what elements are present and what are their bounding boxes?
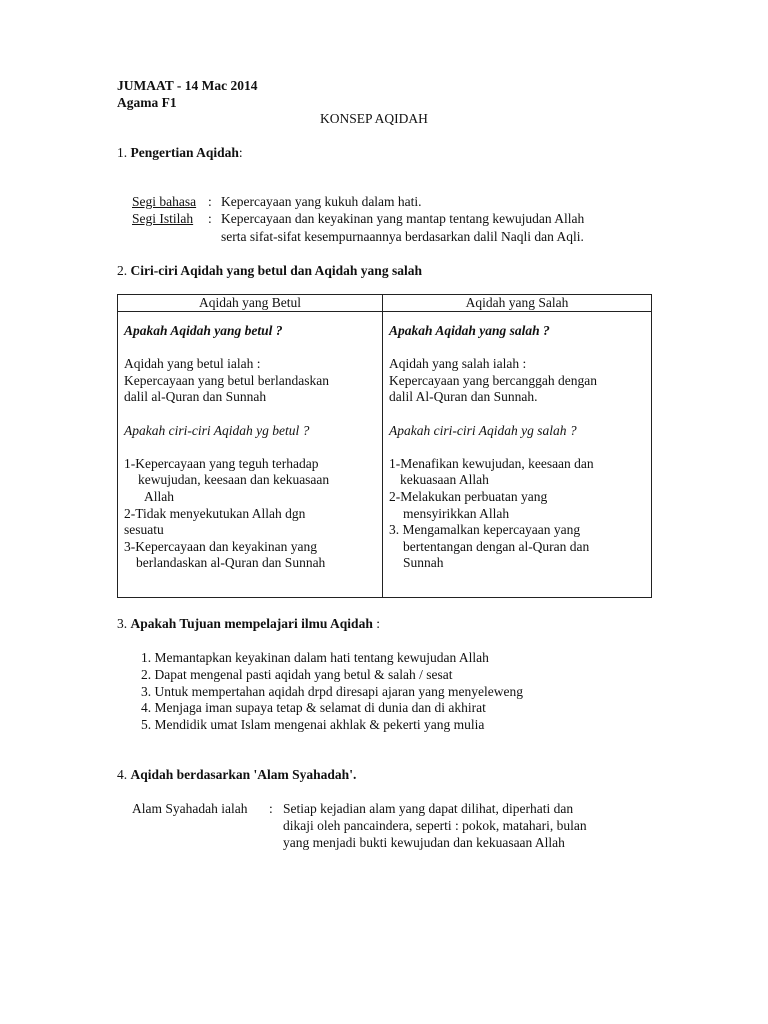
- section-number: 1.: [117, 145, 128, 160]
- definition-line: dalil Al-Quran dan Sunnah.: [389, 389, 538, 405]
- definition-label: Aqidah yang betul ialah :: [124, 356, 261, 372]
- section-heading-text: Pengertian Aqidah: [130, 145, 239, 160]
- table-header-row: [118, 295, 652, 312]
- list-item: 1-Kepercayaan yang teguh terhadap: [124, 455, 319, 471]
- cell-aqidah-betul: [118, 312, 383, 598]
- definition-text-istilah: serta sifat-sifat kesempurnaannya berdasarkan dalil Naqli dan Aqli.: [221, 229, 584, 244]
- definition-text-bahasa: Kepercayaan yang kukuh dalam hati.: [221, 194, 422, 209]
- question-ciri-betul: Apakah ciri-ciri Aqidah yg betul ?: [124, 422, 310, 438]
- section-3-heading: [117, 615, 380, 632]
- list-item-continuation: berlandaskan al-Quran dan Sunnah: [136, 555, 326, 571]
- cell-aqidah-salah: [383, 312, 652, 598]
- section-number: 3.: [117, 616, 128, 631]
- list-item-continuation: kekuasaan Allah: [400, 472, 489, 488]
- objective-list-item: 5. Mendidik umat Islam mengenai akhlak & pekerti yang mulia: [141, 717, 485, 732]
- list-item: 2-Melakukan perbuatan yang: [389, 488, 548, 504]
- table-body-row: [118, 312, 652, 598]
- list-item-continuation: Sunnah: [403, 555, 444, 571]
- definition-line: Kepercayaan yang bercanggah dengan: [389, 372, 598, 388]
- question-ciri-salah: Apakah ciri-ciri Aqidah yg salah ?: [389, 422, 577, 438]
- heading-colon: :: [376, 616, 380, 631]
- section-heading-text: Ciri-ciri Aqidah yang betul dan Aqidah yang salah: [130, 263, 422, 278]
- definition-term-bahasa: Segi bahasa: [132, 194, 197, 209]
- alam-syahadah-line: yang menjadi bukti kewujudan dan kekuasaan Allah: [283, 835, 565, 850]
- definition-line: Kepercayaan yang betul berlandaskan: [124, 372, 330, 388]
- definition-separator: :: [208, 194, 212, 209]
- document-subject: Agama F1: [117, 95, 177, 110]
- alam-syahadah-term: Alam Syahadah ialah: [132, 801, 248, 816]
- document-date: JUMAAT - 14 Mac 2014: [117, 78, 258, 93]
- definition-line: dalil al-Quran dan Sunnah: [124, 389, 267, 405]
- question-aqidah-betul: Apakah Aqidah yang betul ?: [124, 323, 283, 338]
- section-number: 4.: [117, 767, 128, 782]
- column-header-betul: Aqidah yang Betul: [118, 295, 383, 312]
- list-item-continuation: sesuatu: [124, 522, 164, 538]
- list-item-continuation: mensyirikkan Allah: [403, 505, 510, 521]
- definition-term-istilah: Segi Istilah: [132, 211, 194, 226]
- section-heading-text: Apakah Tujuan mempelajari ilmu Aqidah: [130, 616, 373, 631]
- objective-list-item: 3. Untuk mempertahan aqidah drpd diresapi ajaran yang menyeleweng: [141, 684, 523, 699]
- section-2-heading: [117, 262, 422, 279]
- question-aqidah-salah: Apakah Aqidah yang salah ?: [389, 323, 550, 338]
- aqidah-comparison-table: [117, 294, 652, 598]
- definition-separator: :: [208, 211, 212, 226]
- list-item: 3. Mengamalkan kepercayaan yang: [389, 522, 581, 538]
- objective-list-item: 2. Dapat mengenal pasti aqidah yang betul & salah / sesat: [141, 667, 453, 682]
- section-4-heading: [117, 766, 356, 783]
- column-header-salah: Aqidah yang Salah: [383, 295, 652, 312]
- section-number: 2.: [117, 263, 128, 278]
- alam-syahadah-separator: :: [269, 801, 273, 816]
- list-item: 1-Menafikan kewujudan, keesaan dan: [389, 455, 594, 471]
- list-item-continuation: Allah: [144, 488, 174, 504]
- heading-colon: :: [238, 145, 243, 160]
- objective-list-item: 1. Memantapkan keyakinan dalam hati tentang kewujudan Allah: [141, 650, 489, 665]
- alam-syahadah-line: Setiap kejadian alam yang dapat dilihat, diperhati dan: [283, 801, 574, 816]
- list-item: 3-Kepercayaan dan keyakinan yang: [124, 538, 318, 554]
- list-item-continuation: kewujudan, keesaan dan kekuasaan: [138, 472, 330, 488]
- list-item-continuation: bertentangan dengan al-Quran dan: [403, 538, 590, 554]
- objective-list-item: 4. Menjaga iman supaya tetap & selamat di dunia dan di akhirat: [141, 700, 486, 715]
- document-title: KONSEP AQIDAH: [320, 111, 428, 126]
- section-heading-text: Aqidah berdasarkan 'Alam Syahadah'.: [130, 767, 357, 782]
- alam-syahadah-line: dikaji oleh pancaindera, seperti : pokok, matahari, bulan: [283, 818, 587, 833]
- list-item: 2-Tidak menyekutukan Allah dgn: [124, 505, 306, 521]
- section-1-heading: [117, 144, 243, 161]
- definition-text-istilah: Kepercayaan dan keyakinan yang mantap tentang kewujudan Allah: [221, 211, 585, 226]
- definition-label: Aqidah yang salah ialah :: [389, 356, 527, 372]
